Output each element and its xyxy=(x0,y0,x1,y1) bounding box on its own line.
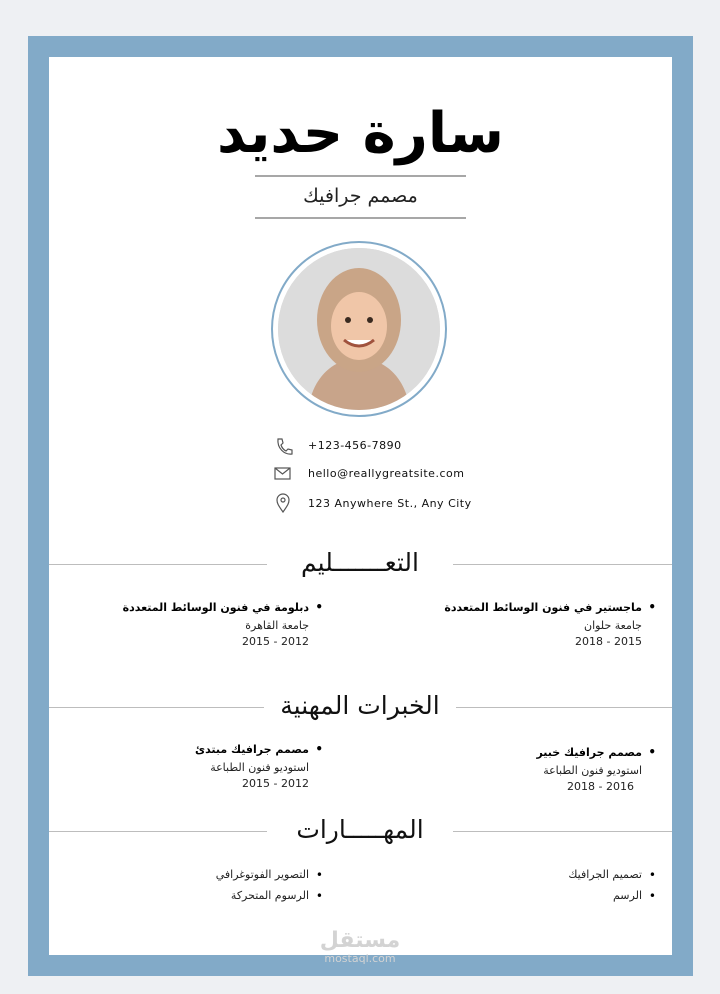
phone-icon xyxy=(274,437,294,461)
skills-title: المهـــــارات xyxy=(267,815,453,844)
email-text: hello@reallygreatsite.com xyxy=(308,467,465,480)
person-name: سارة حديد xyxy=(217,101,504,166)
skill-item-2: الرسم • xyxy=(442,889,642,902)
title-rule-bottom xyxy=(255,217,466,219)
education-school-2: جامعة القاهرة xyxy=(245,619,309,632)
education-years-2: 2012 - 2015 xyxy=(242,635,309,648)
address-text: 123 Anywhere St., Any City xyxy=(308,497,472,510)
education-item-1 xyxy=(402,601,642,650)
experience-item-1 xyxy=(402,746,642,795)
profile-photo xyxy=(278,248,440,410)
watermark-brand: مستقل xyxy=(319,928,401,953)
experience-item-2 xyxy=(69,743,309,792)
skill-item-3: التصوير الفوتوغرافي • xyxy=(109,868,309,881)
resume-frame xyxy=(28,36,693,976)
education-degree-1: ماجستير في فنون الوسائط المتعددة • xyxy=(402,601,642,614)
resume-paper xyxy=(49,57,672,965)
experience-company-1: استوديو فنون الطباعة xyxy=(543,764,642,777)
skill-item-4: الرسوم المتحركة • xyxy=(109,889,309,902)
watermark xyxy=(305,929,415,965)
phone-text: +123-456-7890 xyxy=(308,439,402,452)
experience-years-1: 2016 - 2018 xyxy=(567,780,634,793)
experience-role-1: مصمم جرافيك خبير • xyxy=(402,746,642,759)
email-icon xyxy=(274,466,292,485)
education-school-1: جامعة حلوان xyxy=(583,619,642,632)
experience-years-2: 2012 - 2015 xyxy=(242,777,309,790)
skill-item-1: تصميم الجرافيك • xyxy=(442,868,642,881)
job-title: مصمم جرافيك xyxy=(303,185,418,207)
experience-title: الخبرات المهنية xyxy=(264,691,456,720)
education-title: التعـــــــليم xyxy=(267,548,453,577)
education-item-2 xyxy=(69,601,309,650)
title-rule-top xyxy=(255,175,466,177)
education-years-1: 2015 - 2018 xyxy=(575,635,642,648)
location-icon xyxy=(275,493,291,517)
education-degree-2: دبلومة في فنون الوسائط المتعددة • xyxy=(69,601,309,614)
experience-company-2: استوديو فنون الطباعة xyxy=(210,761,309,774)
experience-role-2: مصمم جرافيك مبتدئ • xyxy=(69,743,309,756)
watermark-domain: mostaql.com xyxy=(324,952,396,965)
